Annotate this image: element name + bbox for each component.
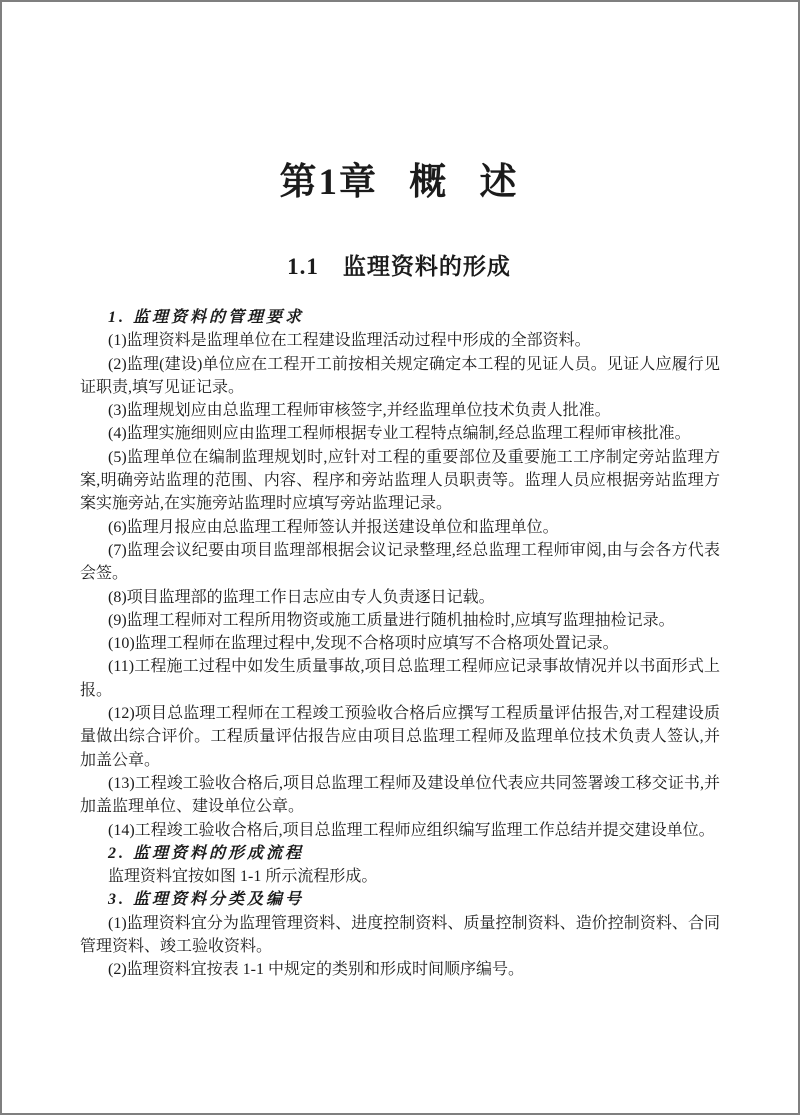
section-heading: 1.1 监理资料的形成 <box>287 254 511 279</box>
paragraph: (5)监理单位在编制监理规划时,应针对工程的重要部位及重要施工工序制定旁站监理方案,明确旁站监理的范围、内容、程序和旁站监理人员职责等。监理人员应根据旁站监理方案实施旁站,在实施旁站监理时应填写旁站监理记录。 <box>80 448 720 513</box>
paragraph: (8)项目监理部的监理工作日志应由专人负责逐日记载。 <box>108 588 495 606</box>
paragraph: (7)监理会议纪要由项目监理部根据会议记录整理,经总监理工程师审阅,由与会各方代表会签。 <box>80 541 720 583</box>
paragraph: (11)工程施工过程中如发生质量事故,项目总监理工程师应记录事故情况并以书面形式上报。 <box>80 658 720 699</box>
paragraph: (2)监理(建设)单位应在工程开工前按相关规定确定本工程的见证人员。见证人应履行见证职责,填写见证记录。 <box>80 355 720 396</box>
list-subheading: 2. 监理资料的形成流程 <box>108 844 305 862</box>
paragraph: (6)监理月报应由总监理工程师签认并报送建设单位和监理单位。 <box>108 518 559 536</box>
paragraph: 监理资料宜按如图 1-1 所示流程形成。 <box>108 868 378 886</box>
paragraph: (1)监理资料是监理单位在工程建设监理活动过程中形成的全部资料。 <box>108 332 591 350</box>
list-subheading: 3. 监理资料分类及编号 <box>108 891 305 909</box>
paragraph: (4)监理实施细则应由监理工程师根据专业工程特点编制,经总监理工程师审核批准。 <box>108 425 691 443</box>
paragraph: (9)监理工程师对工程所用物资或施工质量进行随机抽检时,应填写监理抽检记录。 <box>108 611 675 629</box>
chapter-heading: 第1章 概 述 <box>279 162 519 203</box>
list-subheading: 1. 监理资料的管理要求 <box>108 309 305 326</box>
paragraph: (3)监理规划应由总监理工程师审核签字,并经监理单位技术负责人批准。 <box>108 402 611 420</box>
paragraph: (1)监理资料宜分为监理管理资料、进度控制资料、质量控制资料、造价控制资料、合同管理资料、竣工验收资料。 <box>80 914 720 956</box>
paragraph: (14)工程竣工验收合格后,项目总监理工程师应组织编写监理工作总结并提交建设单位。 <box>108 821 715 839</box>
paragraph: (13)工程竣工验收合格后,项目总监理工程师及建设单位代表应共同签署竣工移交证书,并加盖监理单位、建设单位公章。 <box>80 774 720 816</box>
paragraph: (2)监理资料宜按表 1-1 中规定的类别和形成时间顺序编号。 <box>108 961 524 979</box>
paragraph: (10)监理工程师在监理过程中,发现不合格项时应填写不合格项处置记录。 <box>108 635 619 653</box>
body-text <box>80 306 720 982</box>
paragraph: (12)项目总监理工程师在工程竣工预验收合格后应撰写工程质量评估报告,对工程建设质量做出综合评价。工程质量评估报告应由项目总监理工程师及监理单位技术负责人签认,并加盖公章。 <box>80 705 720 769</box>
